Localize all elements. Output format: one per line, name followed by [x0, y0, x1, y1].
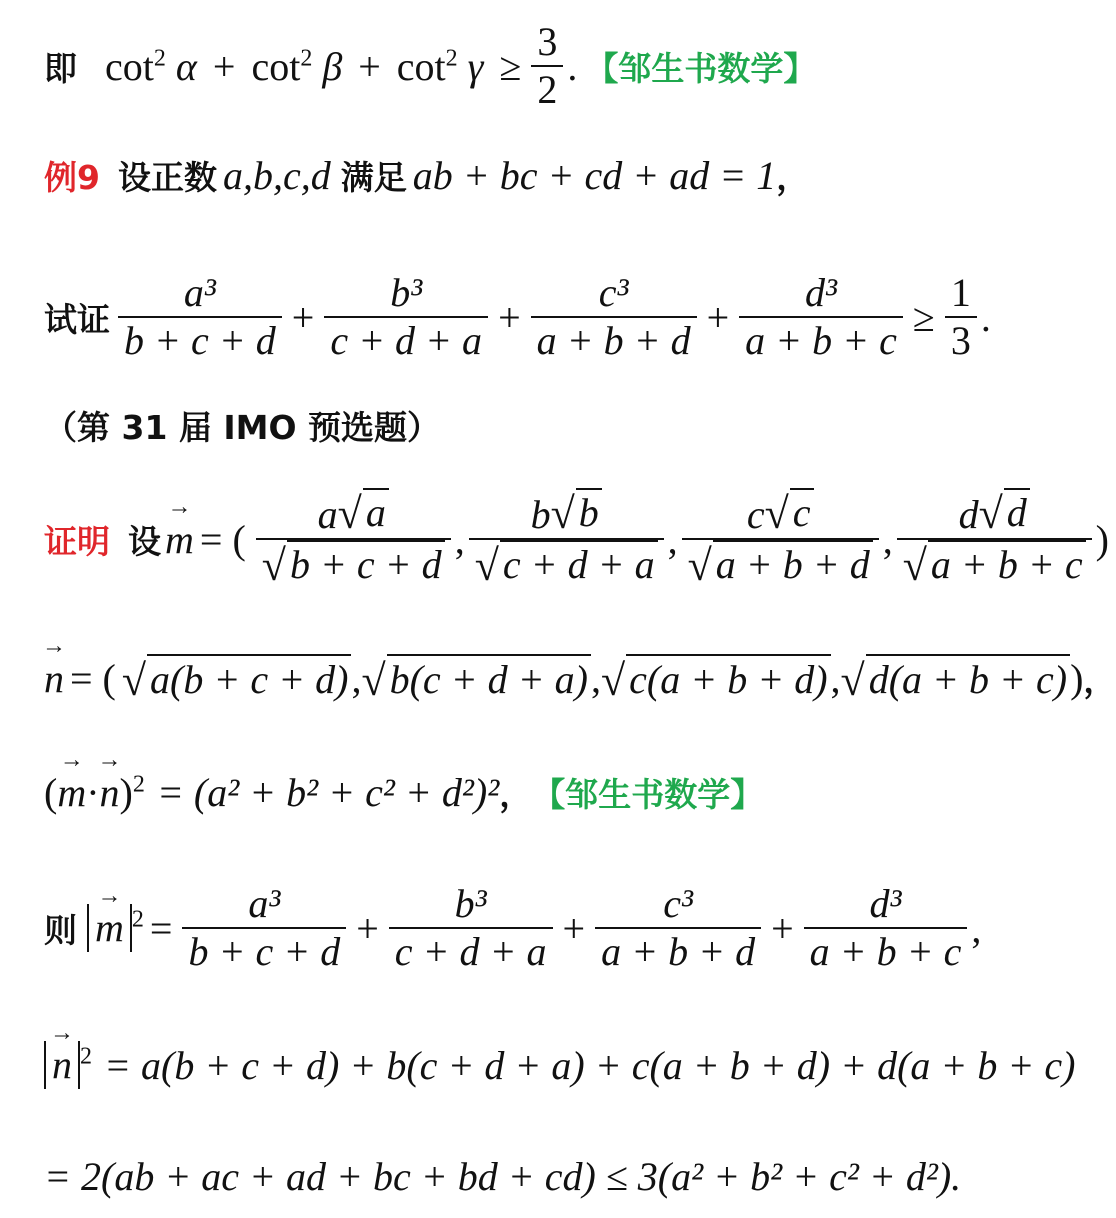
- variables: a,b,c,d: [222, 152, 331, 198]
- proof-label: 证明: [44, 521, 110, 561]
- fraction-b3-b: $\frac{\text{b³}}{c + d + a}$: [389, 881, 553, 975]
- sqrt-term-3: √ c(a + b + d): [601, 654, 831, 703]
- condition-expression: ab + bc + cd + ad = 1: [412, 152, 777, 198]
- problem-text: 设正数: [117, 157, 217, 197]
- fraction-m2: b √ b √ c + d + a: [469, 488, 664, 590]
- fraction-1-over-3: $\frac{1}{3}$: [945, 270, 977, 364]
- dot-product-squared: (→ m·→ n)$^2$: [44, 769, 145, 816]
- vector-m: → m: [165, 516, 194, 563]
- sqrt-term-4: √ d(a + b + c): [841, 654, 1071, 703]
- line-8: 则 → m $^2$ = $\frac{\text{a³}}{b + c + d}$ + $\frac{\text{b³}}{c + d + a}$ + $\frac{\text{c³}}{a + b + d}$ + $\frac{\text{d³}}{a + b + c}$ ,: [44, 868, 981, 988]
- proof-lead: 设: [128, 521, 161, 561]
- line-1: 即 $\cot^2 \alpha + \cot^2 \beta + \cot^2 \gamma$ ≥ $\frac{3}{2}$ . 【邹生书数学】: [44, 19, 817, 112]
- source-note: （第 31 届 IMO 预选题）: [44, 407, 441, 447]
- sqrt-term-2: √ b(c + d + a): [361, 654, 591, 703]
- line-2: 例9 设正数 a,b,c,d 满足 ab + bc + cd + ad = 1 ，: [44, 152, 810, 198]
- fraction-m3: c √ c √ a + b + d: [682, 488, 879, 590]
- fraction-c3-b: $\frac{\text{c³}}{a + b + d}$: [595, 881, 761, 975]
- fraction-c3: $\frac{\text{c³}}{a + b + d}$: [531, 270, 697, 364]
- norm-n-squared: → n $^2$: [44, 1041, 92, 1089]
- fraction-d3-b: $\frac{\text{d³}}{a + b + c}$: [804, 881, 968, 975]
- line-4: [44, 402, 440, 448]
- lead-ji: 即: [44, 48, 77, 88]
- line-5: 证明 设 → m = ( a √ a √ b + c + d , b √ b √ c + d + a , c √ c √ a + b + d , d √ d √ a + b + c ): [44, 484, 1109, 594]
- brand-tag-2: 【邹生书数学】: [532, 774, 764, 814]
- fraction-a3: $\frac{\text{a³}}{b + c + d}$: [118, 270, 282, 364]
- line-10: [44, 1148, 961, 1204]
- final-inequality: = 2(ab + ac + ad + bc + bd + cd) ≤ 3(a² + b² + c² + d²).: [44, 1153, 962, 1199]
- sqrt-term-1: √ a(b + c + d): [122, 654, 352, 703]
- line-6: → n = ( √ a(b + c + d) , √ b(c + d + a) , √ c(a + b + d) , √ d(a + b + c) ) ，: [44, 648, 1116, 708]
- condition-text: 满足: [340, 157, 407, 197]
- line-3: 试证 $\frac{\text{a³}}{b + c + d}$ + $\frac{\text{b³}}{c + d + a}$ + $\frac{\text{c³}}{a + b + d}$ + $\frac{\text{d³}}{a + b + c}$ ≥ $\frac{1}{3}$ .: [44, 270, 991, 363]
- fraction-a3-b: $\frac{\text{a³}}{b + c + d}$: [182, 881, 346, 975]
- dot-product-rhs: = (a² + b² + c² + d²)²: [156, 769, 500, 815]
- line-7: (→ m·→ n)$^2$ = (a² + b² + c² + d²)² ， 【邹生书数学】: [44, 762, 763, 822]
- norm-n-expansion: = a(b + c + d) + b(c + d + a) + c(a + b + d) + d(a + b + c): [104, 1042, 1076, 1088]
- fraction-b3: $\frac{\text{b³}}{c + d + a}$: [324, 270, 488, 364]
- fraction-m1: a √ a √ b + c + d: [256, 488, 451, 590]
- example-label: 例9: [44, 157, 100, 197]
- brand-tag: 【邹生书数学】: [585, 48, 817, 88]
- cot-sum-expression: $\cot^2 \alpha + \cot^2 \beta + \cot^2 \gamma$ ≥: [105, 43, 522, 89]
- vector-n: → n: [44, 655, 64, 702]
- fraction-d3: $\frac{\text{d³}}{a + b + c}$: [739, 270, 903, 364]
- prove-lead: 试证: [44, 299, 110, 339]
- fraction-m4: d √ d √ a + b + c: [897, 488, 1092, 590]
- then-lead: 则: [44, 910, 77, 950]
- line-9: [44, 1030, 1075, 1100]
- fraction-3-over-2: $\frac{3}{2}$: [531, 19, 563, 113]
- norm-m-squared: → m $^2$: [87, 904, 144, 952]
